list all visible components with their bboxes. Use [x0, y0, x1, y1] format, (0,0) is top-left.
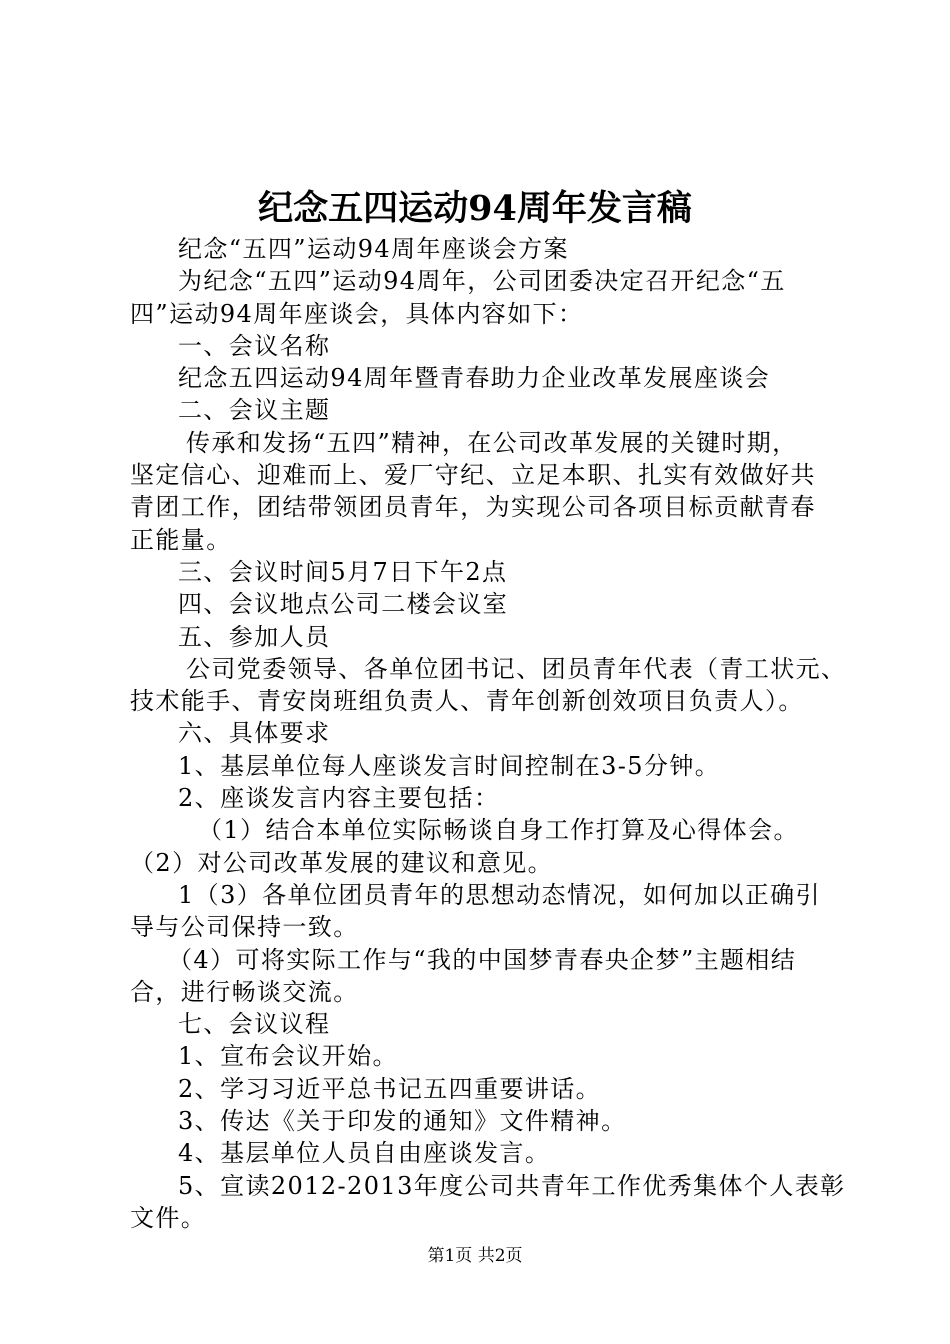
body-line: 合，进行畅谈交流。 [130, 977, 359, 1006]
section-heading: 五、参加人员 [178, 622, 331, 651]
list-item: 2、座谈发言内容主要包括： [178, 784, 500, 813]
body-line: 文件。 [130, 1203, 207, 1232]
section-heading: 四、会议地点公司二楼会议室 [178, 590, 509, 619]
body-line: 技术能手、青安岗班组负责人、青年创新创效项目负责人）。 [130, 687, 804, 716]
body-line: 纪念五四运动94周年暨青春助力企业改革发展座谈会 [178, 364, 771, 393]
section-heading: 二、会议主题 [178, 396, 331, 425]
body-line: 正能量。 [130, 525, 232, 554]
page-title: 纪念五四运动94周年发言稿 [258, 188, 692, 229]
list-item: 1（3）各单位团员青年的思想动态情况，如何加以正确引 [178, 880, 821, 909]
body-line: 传承和发扬“五四”精神，在公司改革发展的关键时期， [186, 428, 798, 457]
list-item: 1、宣布会议开始。 [178, 1042, 398, 1071]
body-line: 纪念“五四”运动94周年座谈会方案 [178, 235, 569, 263]
body-line: 为纪念“五四”运动94周年，公司团委决定召开纪念“五 [178, 267, 786, 296]
section-heading: 六、具体要求 [178, 719, 331, 748]
list-item: 3、传达《关于印发的通知》文件精神。 [178, 1107, 627, 1136]
section-heading: 一、会议名称 [178, 331, 331, 360]
list-item: 2、学习习近平总书记五四重要讲话。 [178, 1074, 602, 1103]
section-heading: 七、会议议程 [178, 1010, 331, 1039]
list-item: （1）结合本单位实际畅谈自身工作打算及心得体会。 [198, 816, 799, 845]
body-line: 导与公司保持一致。 [130, 913, 359, 942]
list-item: （2）对公司改革发展的建议和意见。 [130, 848, 554, 877]
section-heading: 三、会议时间5月7日下午2点 [178, 557, 508, 586]
body-line: 公司党委领导、各单位团书记、团员青年代表（青工状元、 [186, 654, 847, 683]
list-item: （4）可将实际工作与“我的中国梦青春央企梦”主题相结 [168, 945, 797, 974]
document-body [130, 233, 847, 1234]
page-number-footer: 第1页 共2页 [427, 1246, 523, 1266]
body-line: 四”运动94周年座谈会，具体内容如下： [130, 299, 584, 328]
list-item: 4、基层单位人员自由座谈发言。 [178, 1139, 551, 1168]
list-item: 1、基层单位每人座谈发言时间控制在3-5分钟。 [178, 751, 721, 780]
body-line: 坚定信心、迎难而上、爱厂守纪、立足本职、扎实有效做好共 [130, 461, 816, 490]
body-line: 青团工作，团结带领团员青年，为实现公司各项目标贡献青春 [130, 493, 816, 522]
list-item: 5、宣读2012-2013年度公司共青年工作优秀集体个人表彰 [178, 1171, 846, 1200]
